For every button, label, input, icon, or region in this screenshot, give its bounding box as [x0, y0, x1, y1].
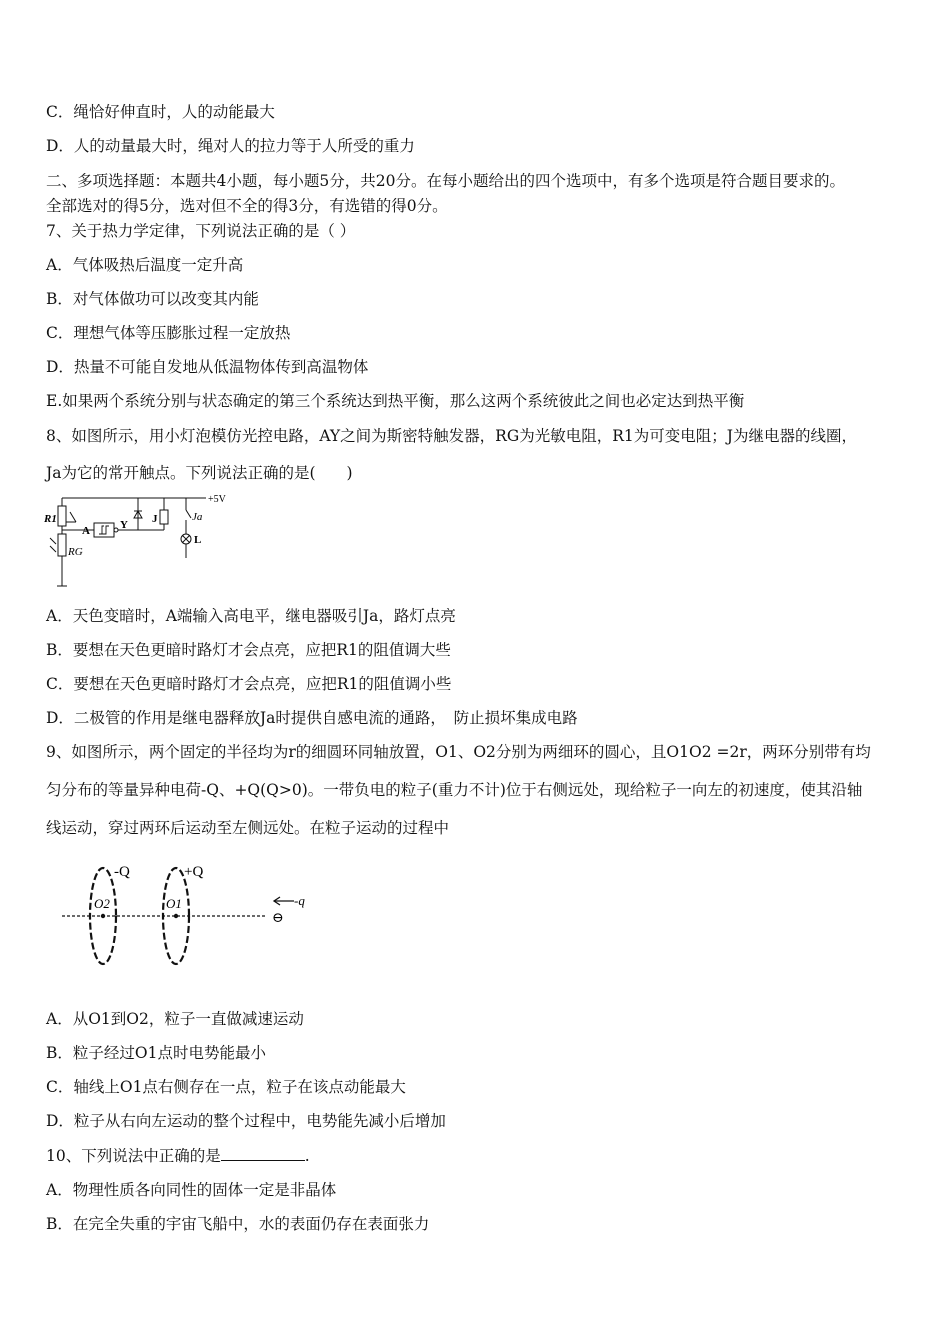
q10-option-b: B．在完全失重的宇宙飞船中，水的表面仍存在表面张力 [46, 1215, 430, 1233]
lamp-label: L [194, 534, 202, 546]
section2-intro-2: 全部选对的得5分，选对但不全的得3分，有选错的得0分。 [46, 197, 448, 215]
a-terminal-label: A [82, 525, 90, 537]
q10-stem-end: . [304, 1147, 310, 1165]
q10-option-a: A．物理性质各向同性的固体一定是非晶体 [46, 1181, 337, 1199]
q6-option-c: C．绳恰好伸直时，人的动能最大 [46, 103, 275, 121]
relay-contact-label: Ja [192, 511, 203, 523]
relay-circuit-diagram [40, 488, 240, 590]
q6-option-d: D．人的动量最大时，绳对人的拉力等于人所受的重力 [46, 137, 415, 155]
r1-label: R1 [44, 513, 57, 525]
q9-stem-1: 9、如图所示，两个固定的半径均为r的细圆环同轴放置，O1、O2分别为两细环的圆心，且O1O2 =2r，两环分别带有均 [46, 743, 871, 761]
rg-label: RG [68, 546, 83, 558]
q7-option-d: D．热量不可能自发地从低温物体传到高温物体 [46, 358, 369, 376]
q9-option-d: D．粒子从右向左运动的整个过程中，电势能先减小后增加 [46, 1112, 446, 1130]
q9-option-a: A．从O1到O2，粒子一直做减速运动 [46, 1010, 304, 1028]
q9-stem-3: 线运动，穿过两环后运动至左侧远处。在粒子运动的过程中 [46, 819, 450, 837]
particle-charge-label: -q [294, 893, 305, 908]
particle-icon: ⊖ [272, 911, 284, 926]
q7-option-e: E.如果两个系统分别与状态确定的第三个系统达到热平衡，那么这两个系统彼此之间也必定达到热平衡 [46, 392, 745, 410]
o2-label: O2 [94, 896, 110, 911]
q8-option-c: C．要想在天色更暗时路灯才会点亮，应把R1的阻值调小些 [46, 675, 452, 693]
q9-option-b: B．粒子经过O1点时电势能最小 [46, 1044, 266, 1062]
q7-option-a: A．气体吸热后温度一定升高 [46, 256, 244, 274]
q8-option-d: D．二极管的作用是继电器释放Ja时提供自感电流的通路， 防止损坏集成电路 [46, 709, 578, 727]
voltage-label: +5V [208, 494, 226, 505]
q9-option-c: C．轴线上O1点右侧存在一点，粒子在该点动能最大 [46, 1078, 406, 1096]
q8-option-b: B．要想在天色更暗时路灯才会点亮，应把R1的阻值调大些 [46, 641, 451, 659]
q7-option-c: C．理想气体等压膨胀过程一定放热 [46, 324, 291, 342]
neg-q-label: -Q [114, 864, 130, 880]
o1-label: O1 [166, 896, 182, 911]
y-terminal-label: Y [120, 519, 128, 531]
pos-q-label: +Q [184, 864, 204, 880]
q7-option-b: B．对气体做功可以改变其内能 [46, 290, 259, 308]
section2-intro-1: 二、多项选择题：本题共4小题，每小题5分，共20分。在每小题给出的四个选项中，有多个选项是符合题目要求的。 [46, 172, 845, 190]
q10-stem-text: 10、下列说法中正确的是 [46, 1147, 221, 1165]
q7-stem: 7、关于热力学定律，下列说法正确的是（ ） [46, 222, 356, 240]
relay-coil-label: J [152, 513, 158, 525]
q9-stem-2: 匀分布的等量异种电荷-Q、+Q(Q>0)。一带负电的粒子(重力不计)位于右侧远处，现给粒子一向左的初速度，使其沿轴 [46, 781, 863, 799]
q8-stem-1: 8、如图所示，用小灯泡模仿光控电路，AY之间为斯密特触发器，RG为光敏电阻，R1为可变电阻；J为继电器的线圈， [46, 427, 857, 445]
answer-blank [221, 1146, 305, 1161]
q8-option-a: A．天色变暗时，A端输入高电平，继电器吸引Ja，路灯点亮 [46, 607, 456, 625]
charged-rings-diagram [56, 860, 316, 978]
q8-stem-2: Ja为它的常开触点。下列说法正确的是( ) [46, 464, 353, 482]
q10-stem [46, 1146, 310, 1166]
